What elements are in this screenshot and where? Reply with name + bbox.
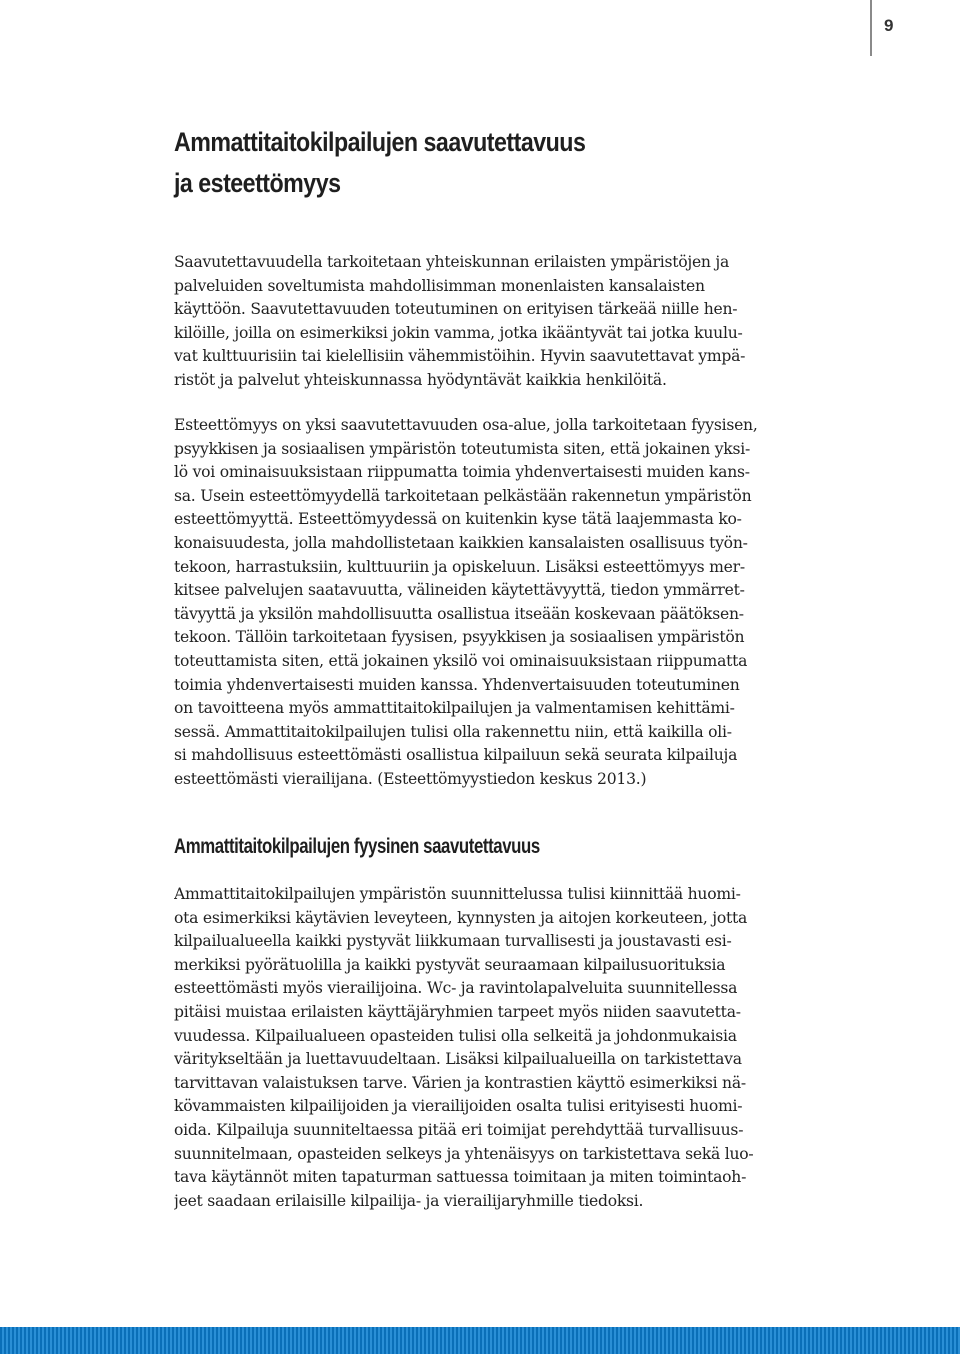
text-line: si mahdollisuus esteettömästi osallistua kilpailuun sekä seurata kilpailuja bbox=[174, 746, 738, 765]
text-line: väritykseltään ja luettavuudeltaan. Lisäksi kilpailualueilla on tarkistettava bbox=[174, 1050, 742, 1069]
paragraph-saavutettavuus bbox=[174, 251, 784, 393]
text-line: vuudessa. Kilpailualueen opasteiden tulisi olla selkeitä ja johdonmukaisia bbox=[174, 1026, 737, 1045]
text-line: toteuttamista siten, että jokainen yksilö voi ominaisuuksistaan riippumatta bbox=[174, 651, 748, 670]
text-line: palveluiden soveltumista mahdollisimman monenlaisten kansalaisten bbox=[174, 276, 705, 295]
title-line: Ammattitaitokilpailujen saavutettavuus bbox=[174, 127, 586, 157]
text-line: on tavoitteena myös ammattitaitokilpailujen ja valmentamisen kehittämi- bbox=[174, 699, 735, 718]
text-line: tekoon, harrastuksiin, kulttuuriin ja opiskeluun. Lisäksi esteettömyys mer- bbox=[174, 557, 745, 576]
text-line: lö voi ominaisuuksistaan riippumatta toimia yhdenvertaisesti muiden kans- bbox=[174, 463, 750, 482]
text-line: toimia yhdenvertaisesti muiden kanssa. Yhdenvertaisuuden toteutuminen bbox=[174, 675, 740, 694]
text-line: konaisuudesta, jolla mahdollistetaan kaikkien kansalaisten osallisuus työn- bbox=[174, 533, 748, 552]
text-line: Saavutettavuudella tarkoitetaan yhteiskunnan erilaisten ympäristöjen ja bbox=[174, 253, 730, 271]
text-line: tava käytännöt miten tapaturman sattuessa toimitaan ja miten toimintaoh- bbox=[174, 1168, 747, 1187]
text-line: pitäisi muistaa erilaisten käyttäjäryhmien tarpeet myös niiden saavutetta- bbox=[174, 1002, 741, 1021]
page-title bbox=[174, 122, 621, 204]
text-line: Ammattitaitokilpailujen ympäristön suunnittelussa tulisi kiinnittää huomi- bbox=[174, 885, 741, 903]
text-line: tarvittavan valaistuksen tarve. Värien ja kontrastien käyttö esimerkiksi nä- bbox=[174, 1073, 746, 1092]
text-line: sessä. Ammattitaitokilpailujen tulisi olla rakennettu niin, että kaikilla oli- bbox=[174, 722, 732, 741]
text-line: sa. Usein esteettömyydellä tarkoitetaan pelkästään rakennetun ympäristön bbox=[174, 486, 752, 505]
text-line: esteettömästi myös vierailijoina. Wc- ja ravintolapalveluita suunnitellessa bbox=[174, 979, 738, 998]
text-line: psyykkisen ja sosiaalisen ympäristön toteutumista siten, että jokainen yksi- bbox=[174, 439, 750, 458]
text-line: ota esimerkiksi käytävien leveyteen, kynnysten ja aitojen korkeuteen, jotta bbox=[174, 908, 748, 927]
text-line: merkiksi pyörätuolilla ja kaikki pystyvät seuraamaan kilpailusuorituksia bbox=[174, 955, 726, 974]
page-number: 9 bbox=[884, 16, 894, 35]
paragraph-fyysinen-saavutettavuus bbox=[174, 883, 784, 1213]
text-line: kilpailualueella kaikki pystyvät liikkumaan turvallisesti ja joustavasti esi- bbox=[174, 932, 732, 951]
text-line: oida. Kilpailuja suunniteltaessa pitää eri toimijat perehdyttää turvallisuus- bbox=[174, 1120, 744, 1139]
text-line: ristöt ja palvelut yhteiskunnassa hyödyntävät kaikkia henkilöitä. bbox=[174, 370, 667, 389]
paragraph-esteettomyys bbox=[174, 414, 784, 792]
footer-color-band bbox=[0, 1327, 960, 1354]
text-line: esteettömyyttä. Esteettömyydessä on kuitenkin kyse tätä laajemmasta ko- bbox=[174, 510, 742, 529]
text-line: käyttöön. Saavutettavuuden toteutuminen on erityisen tärkeää niille hen- bbox=[174, 300, 738, 319]
text-line: suunnitelmaan, opasteiden selkeys ja yhtenäisyys on tarkistettava sekä luo- bbox=[174, 1144, 754, 1163]
text-line: kövammaisten kilpailijoiden ja vierailijoiden osalta tulisi erityisesti huomi- bbox=[174, 1097, 743, 1116]
text-line: kilöille, joilla on esimerkiksi jokin vamma, jotka ikääntyvät tai jotka kuulu- bbox=[174, 323, 743, 342]
text-line: esteettömästi vierailijana. (Esteettömyystiedon keskus 2013.) bbox=[174, 769, 647, 788]
section-heading: Ammattitaitokilpailujen fyysinen saavutettavuus bbox=[174, 835, 540, 858]
text-line: jeet saadaan erilaisille kilpailija- ja vierailijaryhmille tiedoksi. bbox=[174, 1191, 644, 1210]
text-line: kitsee palvelujen saatavuutta, välineiden käytettävyyttä, tiedon ymmärret- bbox=[174, 581, 745, 600]
page-number-divider bbox=[870, 0, 872, 56]
text-line: tävyyttä ja yksilön mahdollisuutta osallistua itseään koskevaan päätöksen- bbox=[174, 604, 744, 623]
text-line: vat kulttuurisiin tai kielellisiin vähemmistöihin. Hyvin saavutettavat ympä- bbox=[174, 347, 746, 366]
title-line: ja esteettömyys bbox=[174, 168, 341, 198]
text-line: tekoon. Tällöin tarkoitetaan fyysisen, psyykkisen ja sosiaalisen ympäristön bbox=[174, 628, 745, 647]
text-line: Esteettömyys on yksi saavutettavuuden osa-alue, jolla tarkoitetaan fyysisen, bbox=[174, 416, 758, 434]
